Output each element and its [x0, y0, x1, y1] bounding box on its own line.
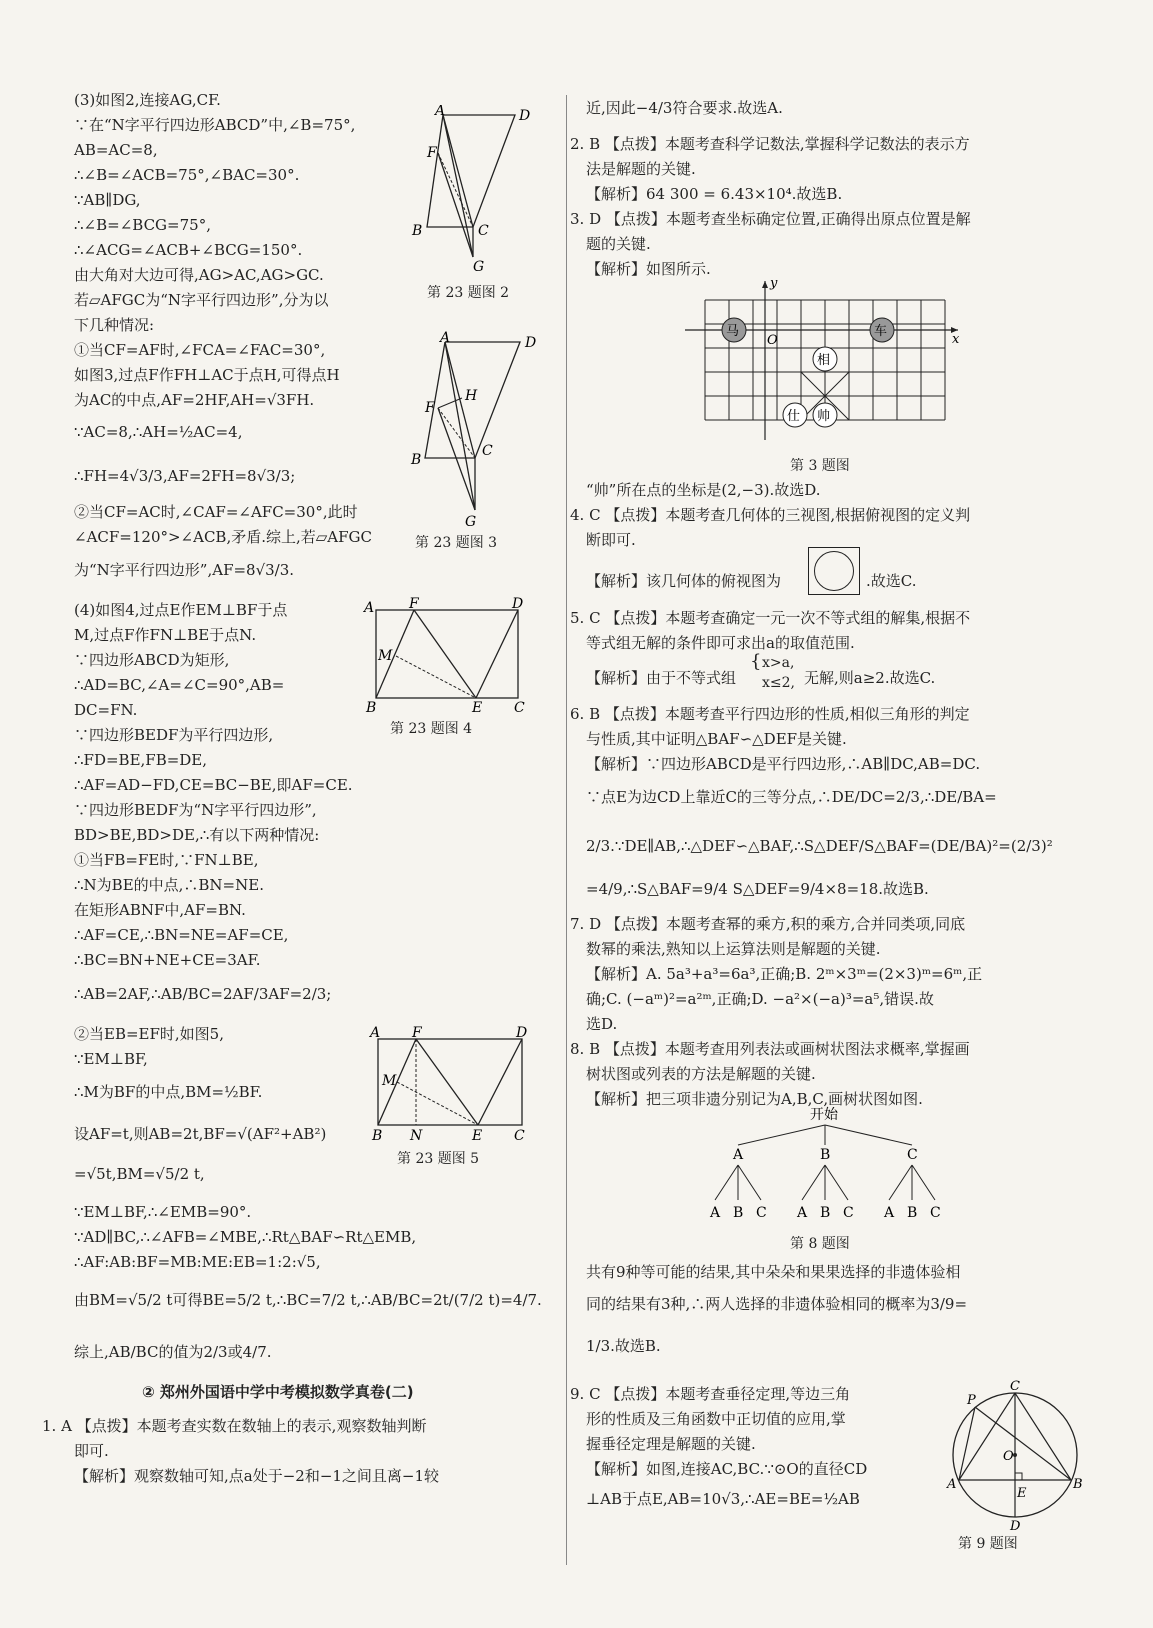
text-line: ∵四边形ABCD为矩形, [74, 651, 230, 669]
text-line: ②当CF=AC时,∠CAF=∠AFC=30°,此时 [74, 503, 358, 521]
text-line: 6. B 【点拨】本题考查平行四边形的性质,相似三角形的判定 [570, 705, 970, 723]
figure-23-4 [362, 596, 534, 716]
text-line: ∵EM⊥BF,∴∠EMB=90°. [74, 1203, 252, 1221]
point-label: G [473, 259, 485, 275]
text-line: ∴AF=CE,∴BN=NE=AF=CE, [74, 926, 289, 944]
point-label: E [472, 1128, 483, 1144]
text-line: 【解析】由于不等式组 [586, 669, 737, 687]
text-line: ∴AF:AB:BF=MB:ME:EB=1:2:√5, [74, 1253, 321, 1271]
tree-leaf: A [797, 1205, 808, 1221]
text-line: 9. C 【点拨】本题考查垂径定理,等边三角 [570, 1385, 851, 1403]
tree-leaf: C [756, 1205, 767, 1221]
text-line: ∴FH=4√3/3,AF=2FH=8√3/3; [74, 467, 296, 485]
tree-root: 开始 [810, 1107, 838, 1123]
piece-label: 马 [726, 324, 740, 339]
text-line: AB=AC=8, [74, 141, 158, 159]
top-view-square [808, 547, 860, 595]
text-line: ∴∠ACG=∠ACB+∠BCG=150°. [74, 241, 303, 259]
text-line: 【解析】该几何体的俯视图为 [586, 572, 782, 590]
figure-caption: 第 9 题图 [958, 1536, 1018, 1552]
chessboard-figure [680, 275, 970, 455]
text-line: ∴AD=BC,∠A=∠C=90°,AB= [74, 676, 285, 694]
text-line: ∵EM⊥BF, [74, 1050, 148, 1068]
text-line: 【解析】如图所示. [586, 260, 711, 278]
point-label: C [482, 443, 493, 459]
text-line: 2/3.∵DE∥AB,∴△DEF∽△BAF,∴S△DEF/S△BAF=(DE/BA)²=(2/3)² [586, 837, 1053, 855]
text-line: 在矩形ABNF中,AF=BN. [74, 901, 246, 919]
text-line: (4)如图4,过点E作EM⊥BF于点 [74, 601, 288, 619]
column-divider [566, 95, 567, 1565]
text-line: 由大角对大边可得,AG>AC,AG>GC. [74, 266, 324, 284]
text-line: ∴FD=BE,FB=DE, [74, 751, 208, 769]
point-label: A [440, 330, 451, 346]
text-line: 近,因此−4/3符合要求.故选A. [586, 99, 783, 117]
text-line: 2. B 【点拨】本题考查科学记数法,掌握科学记数法的表示方 [570, 135, 970, 153]
point-label: B [412, 223, 423, 239]
point-label: F [412, 1025, 422, 1041]
point-label: F [409, 596, 419, 612]
text-line: ∵AD∥BC,∴∠AFB=∠MBE,∴Rt△BAF∽Rt△EMB, [74, 1228, 417, 1246]
text-line: x>a, [762, 655, 795, 671]
text-line: ∠ACF=120°>∠ACB,矛盾.综上,若▱AFGC [74, 528, 372, 546]
point-label: A [364, 600, 375, 616]
piece-label: 车 [874, 324, 888, 339]
text-line: 树状图或列表的方法是解题的关键. [586, 1065, 816, 1083]
text-line: .故选C. [866, 572, 917, 590]
text-line: 【解析】观察数轴可知,点a处于−2和−1之间且离−1较 [74, 1467, 440, 1485]
figure-caption: 第 23 题图 3 [415, 535, 498, 551]
point-label: D [519, 108, 531, 124]
text-line: 5. C 【点拨】本题考查确定一元一次不等式组的解集,根据不 [570, 609, 971, 627]
text-line: 【解析】64 300 = 6.43×10⁴.故选B. [586, 185, 843, 203]
text-line: 即可. [74, 1442, 109, 1460]
text-line: ∵AC=8,∴AH=½AC=4, [74, 423, 243, 441]
piece-label: 帅 [817, 409, 831, 424]
text-line: ∴N为BE的中点,∴BN=NE. [74, 876, 264, 894]
text-line: ②当EB=EF时,如图5, [74, 1025, 224, 1043]
text-line: ∴∠B=∠ACB=75°,∠BAC=30°. [74, 166, 300, 184]
tree-leaf: B [907, 1205, 918, 1221]
text-line: ∵AB∥DG, [74, 191, 141, 209]
text-line: ①当CF=AF时,∠FCA=∠FAC=30°, [74, 341, 326, 359]
point-label: B [366, 700, 377, 716]
figure-23-3 [405, 330, 545, 538]
figure-caption: 第 23 题图 5 [397, 1151, 480, 1167]
text-line: 【解析】如图,连接AC,BC.∵⊙O的直径CD [586, 1460, 868, 1478]
text-line: 【解析】把三项非遗分别记为A,B,C,画树状图如图. [586, 1090, 923, 1108]
text-line: 1. A 【点拨】本题考查实数在数轴上的表示,观察数轴判断 [42, 1417, 427, 1435]
figure-caption: 第 8 题图 [790, 1236, 850, 1252]
piece-label: 相 [817, 353, 831, 368]
text-line: 形的性质及三角函数中正切值的应用,掌 [586, 1410, 846, 1428]
point-label: O [1003, 1449, 1014, 1464]
point-label: H [465, 388, 478, 404]
point-label: M [378, 648, 393, 664]
text-line: ∴∠B=∠BCG=75°, [74, 216, 211, 234]
origin-label: O [767, 333, 778, 348]
text-line: 与性质,其中证明△BAF∽△DEF是关键. [586, 730, 847, 748]
point-label: E [472, 700, 483, 716]
point-label: N [410, 1128, 423, 1144]
text-line: 为AC的中点,AF=2HF,AH=√3FH. [74, 391, 315, 409]
text-line: ∵点E为边CD上靠近C的三等分点,∴DE/DC=2/3,∴DE/BA= [586, 788, 997, 806]
tree-leaf: B [733, 1205, 744, 1221]
text-line: 3. D 【点拨】本题考查坐标确定位置,正确得出原点位置是解 [570, 210, 971, 228]
text-line: 无解,则a≥2.故选C. [804, 669, 936, 687]
figure-23-5 [366, 1023, 536, 1145]
text-line: ①当FB=FE时,∵FN⊥BE, [74, 851, 259, 869]
point-label: P [967, 1393, 976, 1408]
text-line: “帅”所在点的坐标是(2,−3).故选D. [586, 481, 821, 499]
text-line: 数幂的乘法,熟知以上运算法则是解题的关键. [586, 940, 881, 958]
text-line: DC=FN. [74, 701, 138, 719]
text-line: ∴AF=AD−FD,CE=BC−BE,即AF=CE. [74, 776, 353, 794]
text-line: 等式组无解的条件即可求出a的取值范围. [586, 634, 855, 652]
point-label: A [947, 1477, 957, 1492]
tree-leaf: C [843, 1205, 854, 1221]
text-line: 同的结果有3种,∴两人选择的非遗体验相同的概率为3/9= [586, 1295, 968, 1313]
tree-diagram [690, 1105, 960, 1225]
point-label: C [478, 223, 489, 239]
text-line: 握垂径定理是解题的关键. [586, 1435, 756, 1453]
text-line: ∵四边形BEDF为“N字平行四边形”, [74, 801, 317, 819]
text-line: 确;C. (−aᵐ)²=a²ᵐ,正确;D. −a²×(−a)³=a⁵,错误.故 [586, 990, 934, 1008]
text-line: 共有9种等可能的结果,其中朵朵和果果选择的非遗体验相 [586, 1263, 961, 1281]
tree-leaf: A [884, 1205, 895, 1221]
text-line: ∴BC=BN+NE+CE=3AF. [74, 951, 261, 969]
point-label: C [1010, 1380, 1020, 1394]
tree-leaf: C [930, 1205, 941, 1221]
text-line: BD>BE,BD>DE,∴有以下两种情况: [74, 826, 320, 844]
text-line: 若▱AFGC为“N字平行四边形”,分为以 [74, 291, 329, 309]
text-line: 【解析】∵四边形ABCD是平行四边形,∴AB∥DC,AB=DC. [586, 755, 981, 773]
text-line: ∴AB=2AF,∴AB/BC=2AF/3AF=2/3; [74, 985, 332, 1003]
text-line: ⊥AB于点E,AB=10√3,∴AE=BE=½AB [586, 1490, 860, 1508]
point-label: B [1073, 1477, 1083, 1492]
circle-figure [945, 1380, 1095, 1530]
text-line: 1/3.故选B. [586, 1337, 661, 1355]
point-label: D [516, 1025, 528, 1041]
point-label: A [435, 105, 446, 119]
text-line: 综上,AB/BC的值为2/3或4/7. [74, 1343, 272, 1361]
tree-node: A [733, 1147, 744, 1163]
text-line: 设AF=t,则AB=2t,BF=√(AF²+AB²) [74, 1125, 327, 1143]
point-label: C [514, 700, 525, 716]
point-label: D [525, 335, 537, 351]
text-line: M,过点F作FN⊥BE于点N. [74, 626, 257, 644]
text-line: 8. B 【点拨】本题考查用列表法或画树状图法求概率,掌握画 [570, 1040, 970, 1058]
point-label: C [514, 1128, 525, 1144]
text-line: 如图3,过点F作FH⊥AC于点H,可得点H [74, 366, 340, 384]
tree-node: B [820, 1147, 831, 1163]
text-line: ∵在“N字平行四边形ABCD”中,∠B=75°, [74, 116, 356, 134]
text-line: 4. C 【点拨】本题考查几何体的三视图,根据俯视图的定义判 [570, 506, 971, 524]
point-label: F [425, 400, 435, 416]
figure-23-2 [405, 105, 535, 280]
text-line: =4/9,∴S△BAF=9/4 S△DEF=9/4×8=18.故选B. [586, 880, 929, 898]
point-label: G [465, 514, 477, 530]
piece-label: 仕 [787, 409, 801, 424]
point-label: A [370, 1025, 381, 1041]
figure-caption: 第 23 题图 4 [390, 721, 473, 737]
text-line: ∵四边形BEDF为平行四边形, [74, 726, 274, 744]
point-label: M [382, 1073, 397, 1089]
point-label: D [1010, 1519, 1021, 1530]
point-label: E [1017, 1486, 1027, 1501]
tree-node: C [907, 1147, 918, 1163]
text-line: x≤2, [762, 675, 795, 691]
text-line: (3)如图2,连接AG,CF. [74, 91, 221, 109]
axis-label: y [770, 276, 778, 291]
axis-label: x [952, 332, 960, 347]
top-view-circle [814, 551, 854, 591]
text-line: 断即可. [586, 531, 636, 549]
tree-leaf: A [710, 1205, 721, 1221]
figure-caption: 第 3 题图 [790, 458, 850, 474]
text-line: 法是解题的关键. [586, 160, 696, 178]
text-line: 下几种情况: [74, 316, 155, 334]
text-line: 为“N字平行四边形”,AF=8√3/3. [74, 561, 295, 579]
point-label: B [411, 452, 422, 468]
brace: { [750, 651, 762, 672]
figure-caption: 第 23 题图 2 [427, 285, 510, 301]
text-line: 7. D 【点拨】本题考查幂的乘方,积的乘方,合并同类项,同底 [570, 915, 966, 933]
text-line: 由BM=√5/2 t可得BE=5/2 t,∴BC=7/2 t,∴AB/BC=2t/(7/2 t)=4/7. [74, 1291, 542, 1309]
text-line: 选D. [586, 1015, 618, 1033]
point-label: D [512, 596, 524, 612]
section-title: ② 郑州外国语中学中考模拟数学真卷(二) [142, 1383, 414, 1401]
point-label: F [427, 145, 437, 161]
text-line: 题的关键. [586, 235, 651, 253]
text-line: 【解析】A. 5a³+a³=6a³,正确;B. 2ᵐ×3ᵐ=(2×3)ᵐ=6ᵐ,正 [586, 965, 983, 983]
text-line: =√5t,BM=√5/2 t, [74, 1165, 205, 1183]
tree-leaf: B [820, 1205, 831, 1221]
text-line: ∴M为BF的中点,BM=½BF. [74, 1083, 263, 1101]
point-label: B [372, 1128, 383, 1144]
